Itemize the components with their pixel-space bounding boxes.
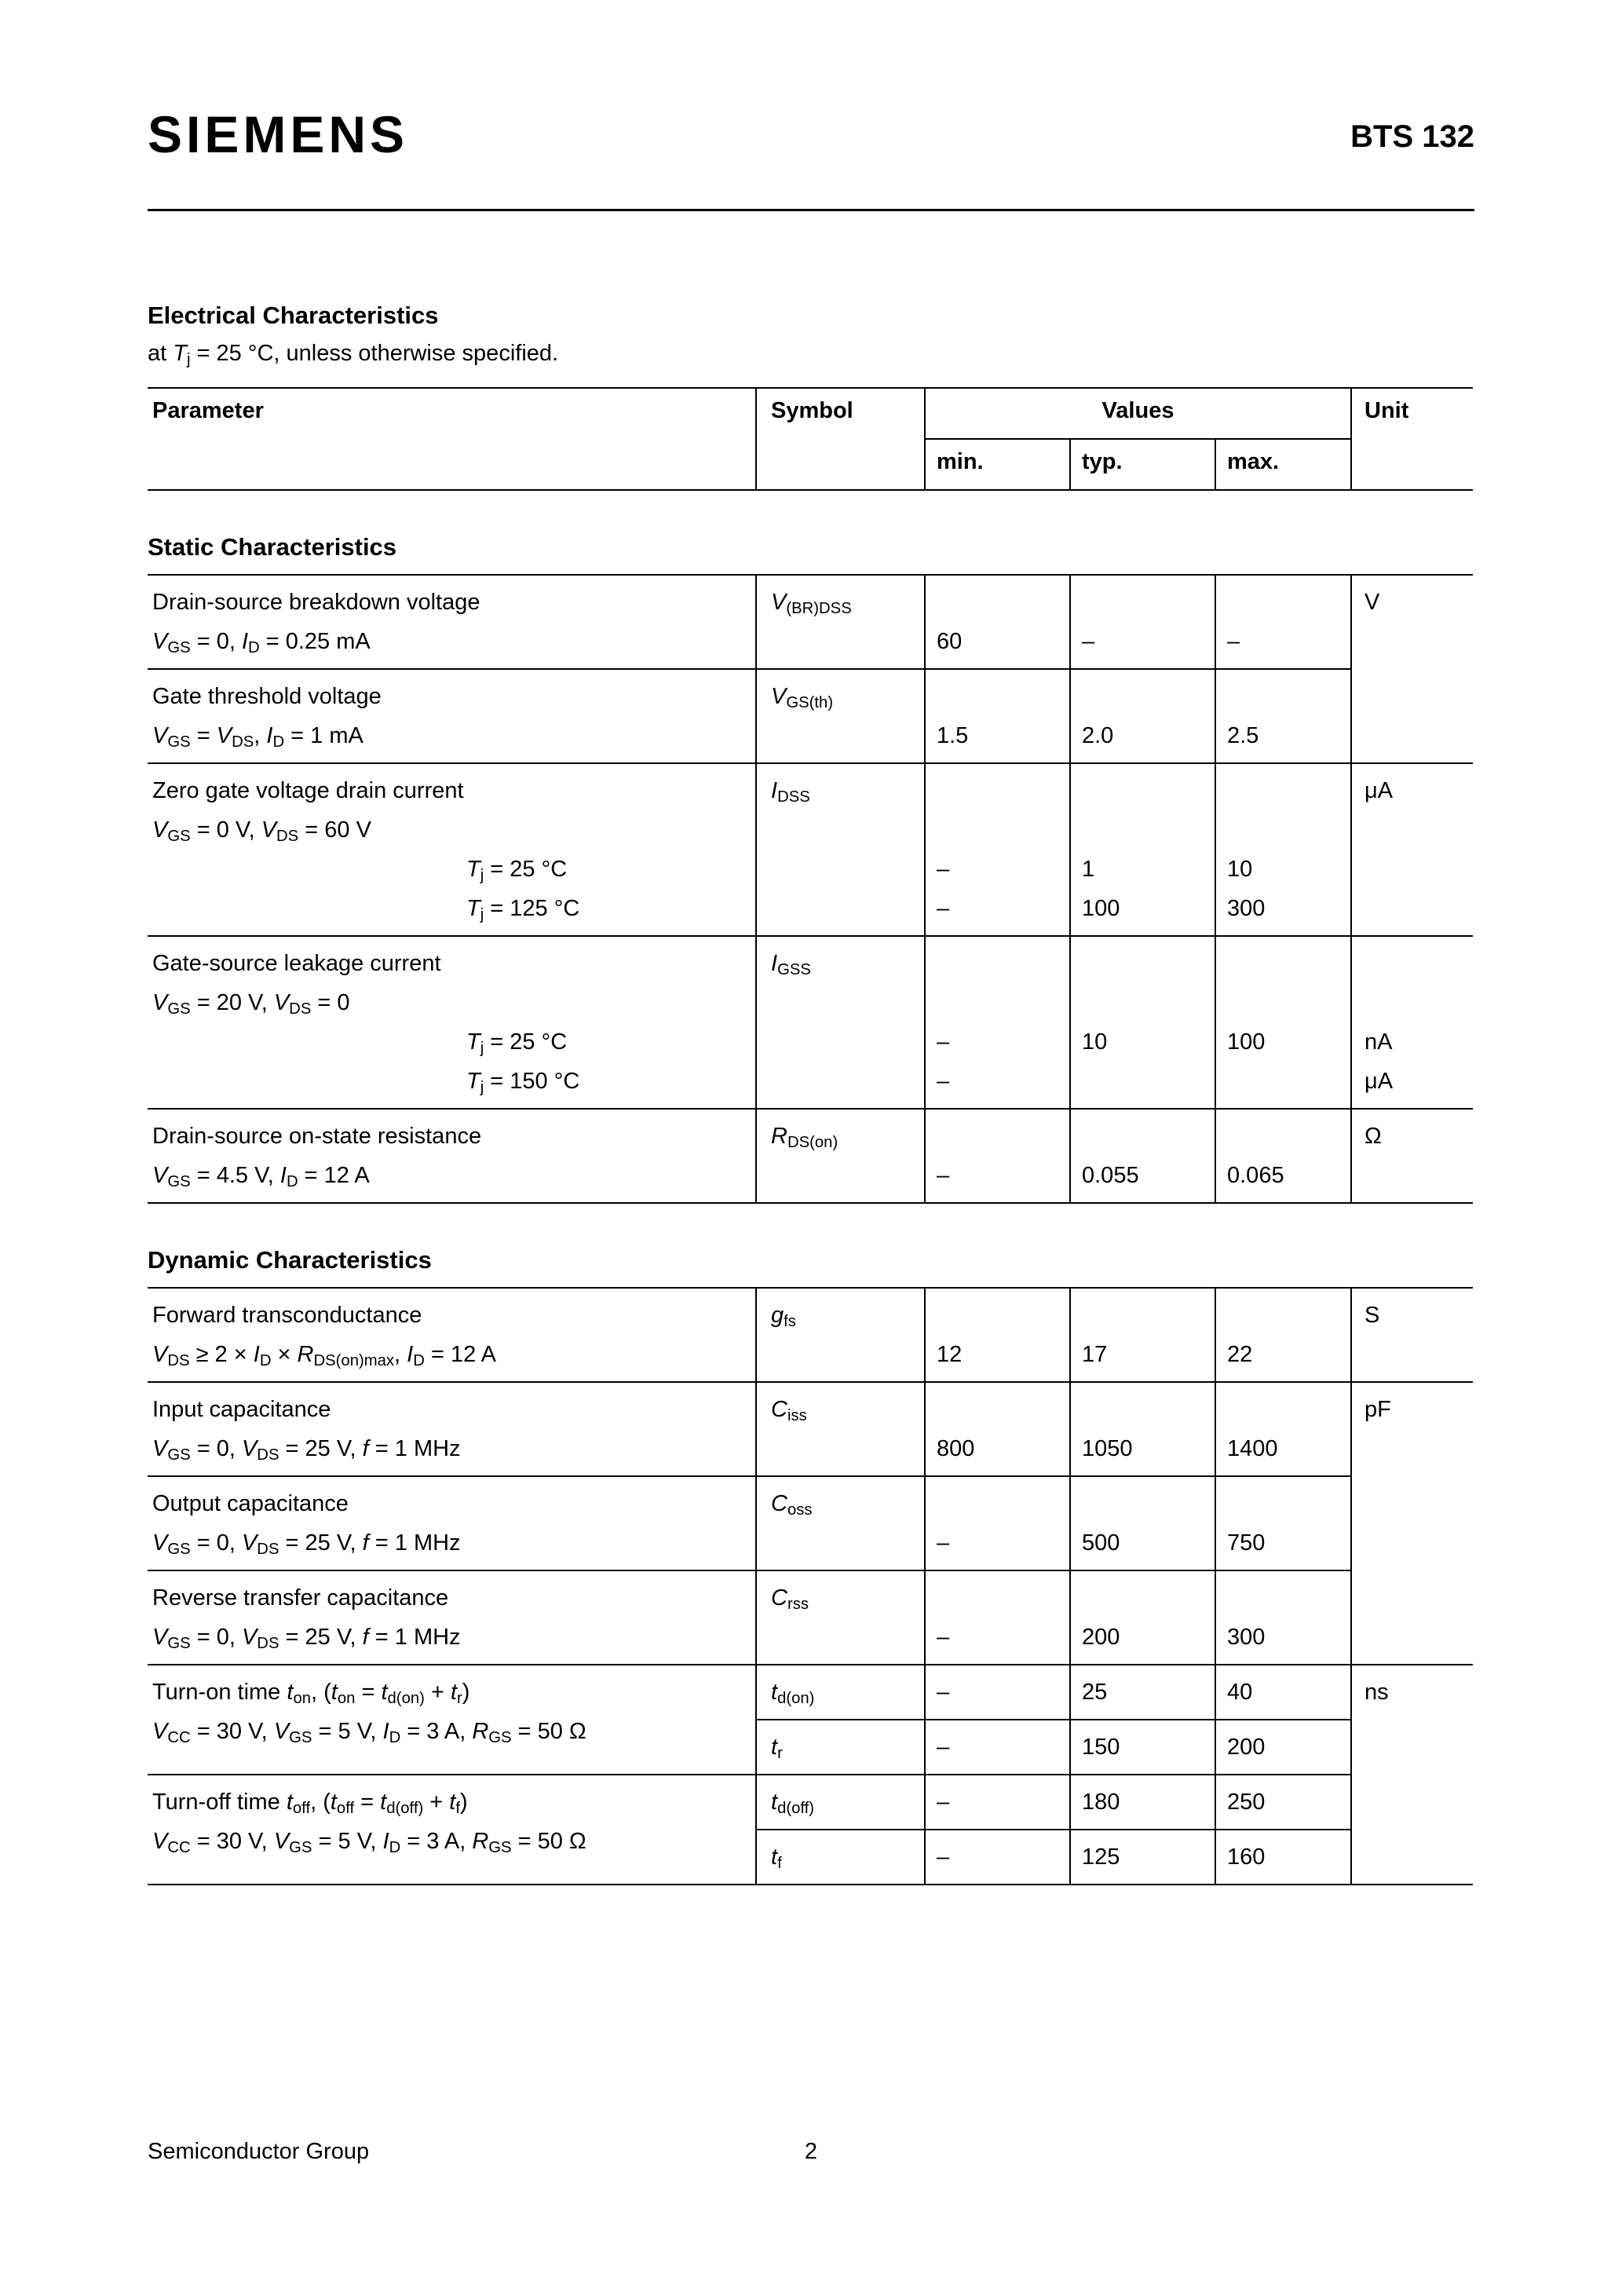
page-content [148, 302, 1474, 1885]
parameter-cell [148, 936, 756, 1109]
test-condition: $V_{CC} = 30$ V, $V_{GS} = 5$ V, $I_D = 3$ A, $R_{GS} = 50$ Ω [152, 1719, 586, 1747]
parameter-name: Output capacitance [152, 1491, 349, 1516]
min-cell [925, 1570, 1070, 1665]
test-condition: $V_{GS} = 0$ V, $V_{DS} = 60$ V [152, 817, 371, 846]
col-header-parameter: Parameter [148, 388, 756, 490]
symbol: $C_{oss}$ [771, 1491, 813, 1519]
max-value: 2.5 [1227, 723, 1259, 748]
symbol-cell [756, 669, 925, 763]
min-value: – [937, 857, 950, 882]
max-cell [1215, 575, 1351, 669]
max-value: 250 [1227, 1790, 1266, 1815]
parameter-cell [148, 1665, 756, 1775]
min-value: – [937, 896, 950, 921]
typ-value: 17 [1082, 1342, 1108, 1367]
static-characteristics-table [148, 574, 1473, 1204]
typ-value: 200 [1082, 1625, 1120, 1650]
typ-value: 500 [1082, 1530, 1120, 1556]
symbol: $g_{fs}$ [771, 1303, 796, 1331]
min-value: – [937, 1844, 950, 1870]
symbol: $I_{DSS}$ [771, 778, 810, 806]
siemens-logo: SIEMENS [148, 105, 409, 163]
typ-value [1082, 1062, 1215, 1101]
unit: ns [1364, 1680, 1389, 1705]
symbol: $t_{d(off)}$ [771, 1790, 815, 1818]
parameter-name: Reverse transfer capacitance [152, 1585, 449, 1610]
typ-value: 180 [1082, 1790, 1120, 1815]
parameter-cell [148, 669, 756, 763]
unit-cell [1351, 936, 1473, 1109]
symbol: $I_{GSS}$ [771, 951, 811, 979]
table-row [148, 763, 1473, 936]
dynamic-characteristics-heading: Dynamic Characteristics [148, 1246, 432, 1274]
min-cell [925, 1665, 1070, 1720]
static-characteristics-heading: Static Characteristics [148, 533, 397, 561]
typ-cell [1070, 936, 1215, 1109]
parameter-name: Drain-source on-state resistance [152, 1124, 482, 1149]
symbol-cell [756, 1720, 925, 1775]
min-cell [925, 1109, 1070, 1203]
min-cell [925, 1830, 1070, 1885]
section-subtitle: at $T_j = 25$ °C, unless otherwise specified. [148, 341, 559, 369]
parameter-cell [148, 1775, 756, 1885]
min-cell [925, 763, 1070, 936]
typ-value: 0.055 [1082, 1163, 1139, 1188]
typ-cell [1070, 1570, 1215, 1665]
typ-cell [1070, 1775, 1215, 1830]
unit: Ω [1364, 1124, 1382, 1149]
unit-cell [1351, 763, 1473, 936]
symbol-cell [756, 1665, 925, 1720]
test-condition: $V_{CC} = 30$ V, $V_{GS} = 5$ V, $I_D = 3$ A, $R_{GS} = 50$ Ω [152, 1829, 586, 1857]
unit: nA [1364, 1029, 1393, 1055]
typ-cell [1070, 1720, 1215, 1775]
min-cell [925, 1382, 1070, 1476]
parameter-cell [148, 575, 756, 669]
parameter-name: Turn-on time $t_{on}$, $(t_{on} = t_{d(on)} + t_r)$ [152, 1680, 470, 1708]
max-value: 300 [1227, 1625, 1266, 1650]
symbol-cell [756, 1109, 925, 1203]
table-row [148, 1775, 1473, 1830]
typ-value: 1050 [1082, 1436, 1133, 1461]
symbol: $t_r$ [771, 1735, 783, 1763]
part-number: BTS 132 [1350, 119, 1474, 154]
min-value: – [937, 1069, 950, 1094]
symbol: $t_{d(on)}$ [771, 1680, 815, 1708]
typ-value: 100 [1082, 896, 1120, 921]
parameter-cell [148, 763, 756, 936]
table-row [148, 1109, 1473, 1203]
min-cell [925, 1775, 1070, 1830]
unit: S [1364, 1303, 1380, 1328]
parameter-name: Forward transconductance [152, 1303, 422, 1328]
table-row [148, 936, 1473, 1109]
test-condition: $V_{GS} = 0$, $V_{DS} = 25$ V, f = 1 MHz [152, 1625, 461, 1653]
test-condition: $V_{GS} = 20$ V, $V_{DS} = 0$ [152, 990, 350, 1018]
symbol-cell [756, 1288, 925, 1382]
parameter-cell [148, 1570, 756, 1665]
max-cell [1215, 669, 1351, 763]
min-cell [925, 669, 1070, 763]
col-header-typ: typ. [1070, 439, 1215, 490]
col-header-unit: Unit [1351, 388, 1473, 490]
typ-cell [1070, 1109, 1215, 1203]
min-value: – [937, 1029, 950, 1055]
typ-cell [1070, 575, 1215, 669]
table-row [148, 1665, 1473, 1720]
max-cell [1215, 763, 1351, 936]
typ-cell [1070, 1665, 1215, 1720]
typ-cell [1070, 1476, 1215, 1570]
symbol: $C_{iss}$ [771, 1397, 807, 1425]
min-value: – [937, 1163, 950, 1188]
temperature-condition: $T_j = 25$ °C [466, 857, 568, 885]
unit-cell [1351, 1109, 1473, 1203]
min-cell [925, 1476, 1070, 1570]
parameter-name: Drain-source breakdown voltage [152, 590, 480, 615]
footer-group-name: Semiconductor Group [148, 2139, 370, 2164]
unit-cell [1351, 1665, 1473, 1885]
test-condition: $V_{GS} = 4.5$ V, $I_D = 12$ A [152, 1163, 370, 1191]
table-row [148, 669, 1473, 763]
header-rule [148, 209, 1474, 211]
min-value: – [937, 1680, 950, 1705]
typ-value: 150 [1082, 1735, 1120, 1760]
col-header-values: Values [925, 388, 1351, 439]
max-cell [1215, 1830, 1351, 1885]
parameter-cell [148, 1109, 756, 1203]
min-value: – [937, 1530, 950, 1556]
table-row [148, 575, 1473, 669]
max-cell [1215, 1476, 1351, 1570]
max-cell [1215, 1775, 1351, 1830]
min-value: 60 [937, 629, 963, 654]
max-cell [1215, 936, 1351, 1109]
max-value: 0.065 [1227, 1163, 1284, 1188]
typ-cell [1070, 763, 1215, 936]
symbol-cell [756, 1830, 925, 1885]
page-number: 2 [804, 2139, 818, 2164]
min-cell [925, 1288, 1070, 1382]
typ-value: 2.0 [1082, 723, 1114, 748]
typ-cell [1070, 1382, 1215, 1476]
header-row-top [148, 388, 1473, 439]
min-value: 1.5 [937, 723, 969, 748]
test-condition: $V_{GS} = V_{DS}$, $I_D = 1$ mA [152, 723, 363, 751]
max-cell [1215, 1109, 1351, 1203]
unit: V [1364, 590, 1380, 615]
symbol-cell [756, 1382, 925, 1476]
col-header-symbol: Symbol [756, 388, 925, 490]
test-condition: $V_{GS} = 0$, $V_{DS} = 25$ V, f = 1 MHz [152, 1436, 461, 1464]
max-value: 1400 [1227, 1436, 1278, 1461]
max-cell [1215, 1720, 1351, 1775]
typ-value: 10 [1082, 1029, 1108, 1055]
unit: pF [1364, 1397, 1391, 1422]
typ-cell [1070, 669, 1215, 763]
min-cell [925, 1720, 1070, 1775]
typ-value: 25 [1082, 1680, 1108, 1705]
temperature-condition: $T_j = 150$ °C [466, 1069, 580, 1097]
test-condition: $V_{DS} \ge 2 \times I_D \times R_{DS(on)max}$, $I_D = 12$ A [152, 1342, 496, 1370]
min-value: 800 [937, 1436, 975, 1461]
max-value: 40 [1227, 1680, 1253, 1705]
typ-value: 125 [1082, 1844, 1120, 1870]
max-value: 160 [1227, 1844, 1266, 1870]
symbol-cell [756, 1775, 925, 1830]
parameter-name: Gate threshold voltage [152, 684, 382, 709]
max-value: 300 [1227, 896, 1266, 921]
typ-cell [1070, 1288, 1215, 1382]
dynamic-characteristics-table [148, 1287, 1473, 1885]
symbol: $V_{(BR)DSS}$ [771, 590, 852, 618]
max-value: 10 [1227, 857, 1253, 882]
col-header-max: max. [1215, 439, 1351, 490]
unit-cell [1351, 1288, 1473, 1382]
min-value: – [937, 1625, 950, 1650]
max-value [1227, 1062, 1350, 1101]
temperature-condition: $T_j = 25$ °C [466, 1029, 568, 1058]
max-cell [1215, 1288, 1351, 1382]
parameter-cell [148, 1476, 756, 1570]
symbol-cell [756, 763, 925, 936]
temperature-condition: $T_j = 125$ °C [466, 896, 580, 924]
max-cell [1215, 1382, 1351, 1476]
symbol: $R_{DS(on)}$ [771, 1124, 838, 1152]
table-row [148, 1476, 1473, 1570]
max-value: 200 [1227, 1735, 1266, 1760]
symbol-cell [756, 936, 925, 1109]
min-cell [925, 575, 1070, 669]
symbol: $t_f$ [771, 1844, 782, 1873]
page-header [148, 105, 1474, 163]
section-title: Electrical Characteristics [148, 302, 439, 329]
table-row [148, 1570, 1473, 1665]
max-cell [1215, 1570, 1351, 1665]
parameter-name: Gate-source leakage current [152, 951, 441, 976]
test-condition: $V_{GS} = 0$, $I_D = 0.25$ mA [152, 629, 371, 657]
min-value: – [937, 1790, 950, 1815]
table-row [148, 1382, 1473, 1476]
symbol: $C_{rss}$ [771, 1585, 809, 1614]
parameter-name: Turn-off time $t_{off}$, $(t_{off} = t_{d(off)} + t_f)$ [152, 1790, 468, 1818]
col-header-min: min. [925, 439, 1070, 490]
symbol-cell [756, 1476, 925, 1570]
page-footer [148, 2139, 1474, 2165]
symbol-cell [756, 575, 925, 669]
symbol-cell [756, 1570, 925, 1665]
unit-cell [1351, 575, 1473, 763]
typ-value: 1 [1082, 857, 1095, 882]
table-row [148, 1288, 1473, 1382]
typ-cell [1070, 1830, 1215, 1885]
max-value: 750 [1227, 1530, 1266, 1556]
characteristics-header-table [148, 387, 1473, 491]
unit: μA [1364, 778, 1394, 803]
parameter-cell [148, 1288, 756, 1382]
min-value: 12 [937, 1342, 963, 1367]
min-cell [925, 936, 1070, 1109]
test-condition: $V_{GS} = 0$, $V_{DS} = 25$ V, f = 1 MHz [152, 1530, 461, 1559]
parameter-name: Zero gate voltage drain current [152, 778, 464, 803]
typ-value: – [1082, 629, 1095, 654]
unit: μA [1364, 1069, 1394, 1094]
parameter-cell [148, 1382, 756, 1476]
max-value: – [1227, 629, 1240, 654]
parameter-name: Input capacitance [152, 1397, 331, 1422]
min-value: – [937, 1735, 950, 1760]
max-value: 100 [1227, 1029, 1266, 1055]
max-value: 22 [1227, 1342, 1253, 1367]
unit-cell [1351, 1382, 1473, 1665]
max-cell [1215, 1665, 1351, 1720]
symbol: $V_{GS(th)}$ [771, 684, 834, 712]
